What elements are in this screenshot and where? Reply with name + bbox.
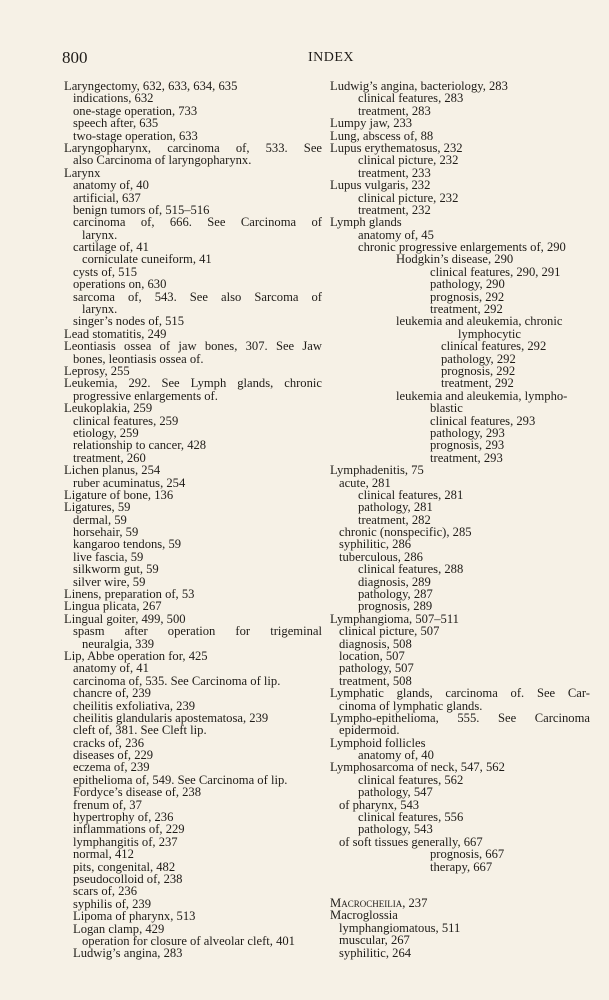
index-subentry: acute, 281 (339, 475, 391, 490)
index-subentry: prognosis, 289 (358, 599, 433, 614)
index-subentry: pathology, 507 (339, 661, 414, 676)
index-subentry: clinical picture, 507 (339, 624, 440, 639)
index-entry: Lympho-epithelioma, 555. See Carcinoma (330, 710, 590, 725)
index-subentry: neuralgia, 339 (82, 636, 155, 651)
index-subentry: anatomy of, 45 (358, 227, 434, 242)
index-subentry: treatment, 292 (441, 376, 514, 391)
index-subentry: operations on, 630 (73, 277, 167, 292)
index-entry: Lymph glands (330, 215, 402, 230)
index-subentry: clinical features, 283 (358, 91, 464, 106)
page-number: 800 (62, 48, 88, 67)
index-subentry: epidermoid. (339, 723, 400, 738)
index-subentry: prognosis, 292 (430, 289, 505, 304)
index-subentry: clinical features, 293 (430, 413, 536, 428)
index-subentry: location, 507 (339, 648, 405, 663)
index-column-left (64, 80, 322, 960)
index-subentry: prognosis, 667 (430, 847, 505, 862)
index-entry: Lupus erythematosus, 232 (330, 140, 463, 155)
index-subentry: scars of, 236 (73, 884, 138, 899)
index-gap (330, 873, 590, 897)
index-subentry: leukemia and aleukemia, lympho- (396, 388, 568, 403)
index-subentry: chronic progressive enlargements of, 290 (358, 240, 566, 255)
index-entry: Ligatures, 59 (64, 500, 131, 515)
index-subentry: lymphangitis of, 237 (73, 834, 178, 849)
index-subentry: live fascia, 59 (73, 549, 144, 564)
index-entry: Macroglossia (330, 908, 398, 923)
index-subentry: cracks of, 236 (73, 735, 144, 750)
index-subentry: clinical features, 281 (358, 487, 464, 502)
index-subentry: singer’s nodes of, 515 (73, 314, 185, 329)
index-subentry: clinical features, 556 (358, 810, 464, 825)
index-entry: Lymphatic glands, carcinoma of. See Car- (330, 686, 590, 701)
index-subentry: larynx. (82, 227, 118, 242)
index-subentry: pseudocolloid of, 238 (73, 872, 183, 886)
index-subentry: syphilitic, 286 (339, 537, 412, 552)
index-subentry: treatment, 232 (358, 202, 431, 217)
index-subentry: spasm after operation for trigeminal (73, 624, 322, 639)
index-subentry: horsehair, 59 (73, 525, 139, 540)
index-subentry: benign tumors of, 515–516 (73, 202, 210, 217)
index-subentry: anatomy of, 41 (73, 661, 149, 676)
index-entry: Linens, preparation of, 53 (64, 587, 195, 602)
index-subentry: relationship to cancer, 428 (73, 438, 207, 453)
index-subentry: treatment, 508 (339, 673, 412, 688)
index-subentry: normal, 412 (73, 847, 134, 862)
index-subentry: progressive enlargements of. (73, 388, 218, 403)
index-entry: Lung, abscess of, 88 (330, 128, 434, 143)
index-subentry: clinical features, 288 (358, 562, 464, 577)
index-subentry: diagnosis, 289 (358, 574, 431, 589)
index-subentry: muscular, 267 (339, 933, 410, 948)
index-subentry: prognosis, 293 (430, 438, 505, 453)
index-subentry: cinoma of lymphatic glands. (339, 698, 483, 713)
index-subentry: pathology, 293 (430, 425, 505, 440)
index-subentry: cartilage of, 41 (73, 240, 149, 255)
index-subentry: tuberculous, 286 (339, 549, 423, 564)
index-subentry: dermal, 59 (73, 512, 127, 527)
index-entry: Lymphosarcoma of neck, 547, 562 (330, 760, 505, 775)
index-entry: Lymphangioma, 507–511 (330, 611, 459, 626)
index-subentry: treatment, 233 (358, 165, 431, 180)
index-subentry: two-stage operation, 633 (73, 128, 198, 143)
index-subentry: chancre of, 239 (73, 686, 151, 701)
index-entry: Lichen planus, 254 (64, 463, 161, 478)
index-subentry: treatment, 292 (430, 302, 503, 317)
index-subentry: one-stage operation, 733 (73, 103, 198, 118)
index-subentry: operation for closure of alveolar cleft, 401 (82, 933, 295, 948)
index-subentry: clinical features, 562 (358, 772, 464, 787)
index-subentry: etiology, 259 (73, 425, 139, 440)
index-subentry: diagnosis, 508 (339, 636, 412, 651)
index-entry: Lingua plicata, 267 (64, 599, 162, 614)
index-subentry: larynx. (82, 302, 118, 317)
index-subentry: blastic (430, 401, 463, 416)
index-subentry: of pharynx, 543 (339, 797, 420, 812)
index-subentry: silver wire, 59 (73, 574, 146, 589)
index-subentry: Fordyce’s disease of, 238 (73, 785, 202, 800)
index-entry: Lumpy jaw, 233 (330, 116, 413, 131)
index-column-right (330, 80, 590, 959)
index-subentry: pathology, 281 (358, 500, 433, 515)
index-entry: Lymphoid follicles (330, 735, 426, 750)
index-subentry: hypertrophy of, 236 (73, 810, 174, 825)
index-subentry: treatment, 293 (430, 450, 503, 465)
index-subentry: speech after, 635 (73, 116, 159, 131)
index-subentry: treatment, 283 (358, 103, 431, 118)
index-entry: Laryngopharynx, carcinoma of, 533. See (64, 140, 322, 155)
index-subentry: cheilitis glandularis apostematosa, 239 (73, 710, 269, 725)
index-subentry: of soft tissues generally, 667 (339, 834, 483, 849)
index-entry: Lip, Abbe operation for, 425 (64, 648, 208, 663)
index-entry: Lupus vulgaris, 232 (330, 178, 431, 193)
index-subentry: syphilitic, 264 (339, 945, 412, 960)
index-subentry: sarcoma of, 543. See also Sarcoma of (73, 289, 322, 304)
page-title: INDEX (308, 50, 355, 65)
index-subentry: bones, leontiasis ossea of. (73, 351, 204, 366)
index-subentry: cysts of, 515 (73, 264, 138, 279)
index-subentry: treatment, 260 (73, 450, 146, 465)
index-subentry: ruber acuminatus, 254 (73, 475, 186, 490)
index-entry: Laryngectomy, 632, 633, 634, 635 (64, 79, 238, 93)
index-subentry: anatomy of, 40 (73, 178, 149, 193)
index-subentry: clinical picture, 232 (358, 153, 459, 168)
index-subentry: clinical features, 259 (73, 413, 179, 428)
index-subentry: pathology, 292 (441, 351, 516, 366)
index-subentry: anatomy of, 40 (358, 748, 434, 763)
index-subentry: lymphangiomatous, 511 (339, 920, 461, 935)
index-subentry: diseases of, 229 (73, 748, 154, 763)
index-subentry: pathology, 290 (430, 277, 505, 292)
index-entry: Leontiasis ossea of jaw bones, 307. See Jaw (64, 339, 322, 354)
index-subentry: pathology, 547 (358, 785, 433, 800)
index-subentry: prognosis, 292 (441, 363, 516, 378)
index-subentry: also Carcinoma of laryngopharynx. (73, 153, 252, 168)
index-subentry: lymphocytic (458, 326, 521, 341)
index-subentry: corniculate cuneiform, 41 (82, 252, 212, 267)
index-subentry: clinical picture, 232 (358, 190, 459, 205)
index-subentry: frenum of, 37 (73, 797, 142, 812)
index-subentry: epithelioma of, 549. See Carcinoma of lip. (73, 772, 288, 787)
index-subentry: artificial, 637 (73, 190, 141, 205)
index-subentry: silkworm gut, 59 (73, 562, 159, 577)
index-subentry: therapy, 667 (430, 859, 493, 874)
index-subentry: Ludwig’s angina, 283 (73, 946, 183, 961)
index-subentry: inflammations of, 229 (73, 822, 185, 837)
index-entry: Ligature of bone, 136 (64, 487, 174, 502)
index-subentry: eczema of, 239 (73, 760, 150, 775)
index-entry: Lead stomatitis, 249 (64, 326, 167, 341)
index-entry: Leprosy, 255 (64, 363, 130, 378)
index-subentry: syphilis of, 239 (73, 896, 152, 911)
index-entry: Ludwig’s angina, bacteriology, 283 (330, 79, 508, 93)
index-subentry: indications, 632 (73, 91, 154, 106)
index-entry: Lingual goiter, 499, 500 (64, 611, 186, 626)
index-subentry: chronic (nonspecific), 285 (339, 525, 472, 540)
index-entry: Macrocheilia, 237 (330, 896, 428, 910)
index-subentry: pathology, 287 (358, 587, 433, 602)
index-subentry: clinical features, 290, 291 (430, 264, 561, 279)
index-entry: Larynx (64, 165, 101, 180)
index-subentry: treatment, 282 (358, 512, 431, 527)
index-subentry: carcinoma of, 666. See Carcinoma of (73, 215, 322, 230)
index-subentry: Lipoma of pharynx, 513 (73, 909, 196, 924)
index-subentry: carcinoma of, 535. See Carcinoma of lip. (73, 673, 281, 688)
index-subentry: Hodgkin’s disease, 290 (396, 252, 514, 267)
index-subentry: cleft of, 381. See Cleft lip. (73, 723, 207, 738)
index-entry: Leukemia, 292. See Lymph glands, chronic (64, 376, 322, 391)
index-subentry: leukemia and aleukemia, chronic (396, 314, 563, 329)
index-subentry: pits, congenital, 482 (73, 859, 176, 874)
index-entry: Lymphadenitis, 75 (330, 463, 424, 478)
index-subentry: Logan clamp, 429 (73, 921, 165, 936)
index-subentry: kangaroo tendons, 59 (73, 537, 182, 552)
index-subentry: clinical features, 292 (441, 339, 547, 354)
index-subentry: pathology, 543 (358, 822, 433, 837)
index-subentry: cheilitis exfoliativa, 239 (73, 698, 196, 713)
index-entry: Leukoplakia, 259 (64, 401, 153, 416)
